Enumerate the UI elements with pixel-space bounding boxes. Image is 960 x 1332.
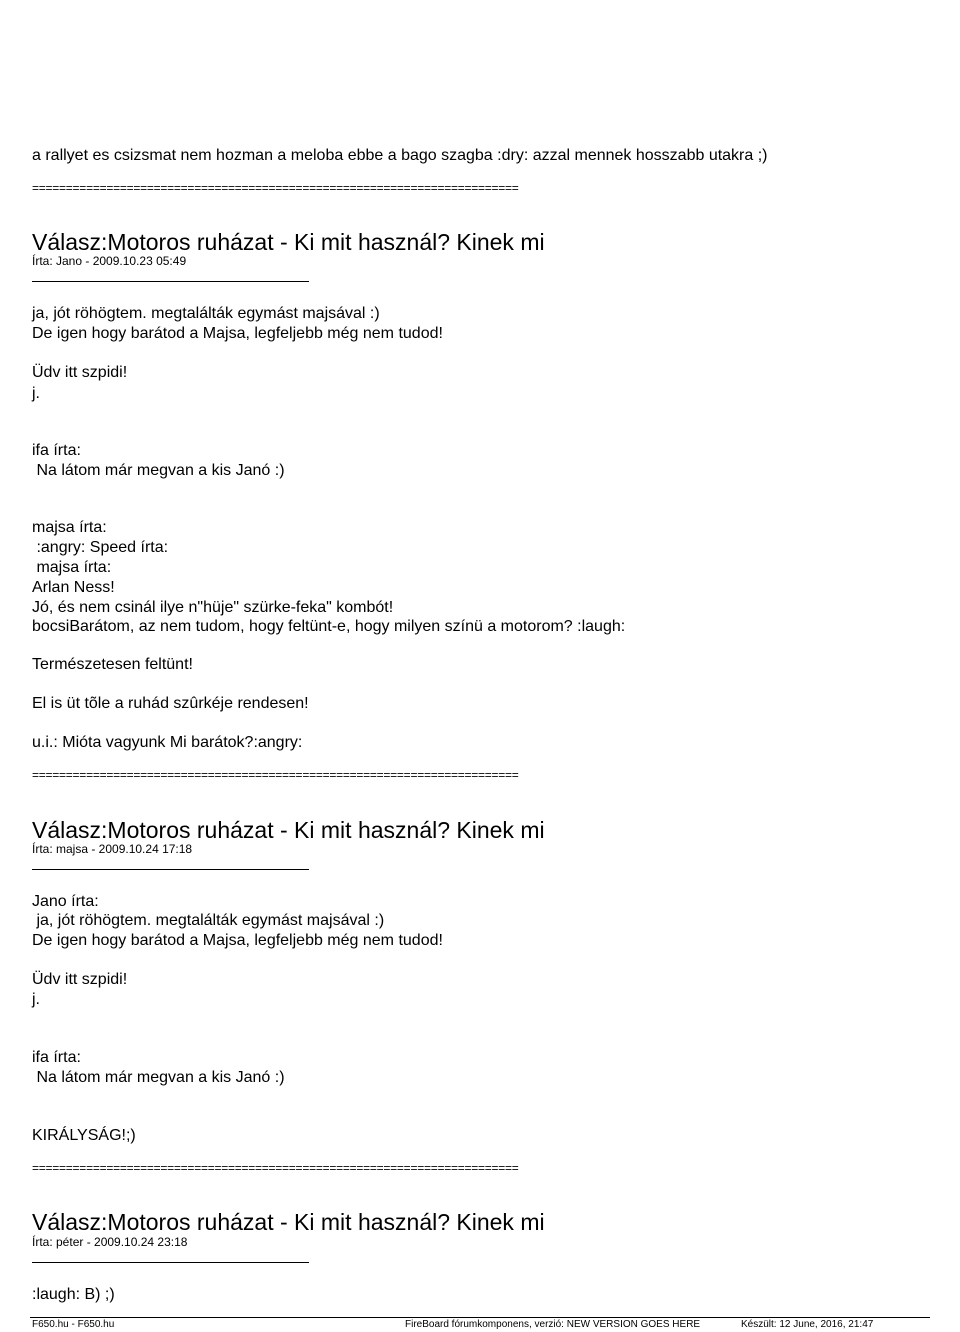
post-line: :laugh: B) ;) — [32, 1286, 115, 1303]
quote-author: ifa írta: — [32, 442, 81, 459]
quote-author: majsa írta: — [32, 519, 107, 536]
separator: ======================================================================== — [32, 768, 519, 782]
post-line: u.i.: Mióta vagyunk Mi barátok?:angry: — [32, 734, 303, 751]
quote-text: Na látom már megvan a kis Janó :) — [32, 1069, 285, 1086]
footer-generated: Készült: 12 June, 2016, 21:47 — [741, 1319, 874, 1330]
quote-author: ifa írta: — [32, 1049, 81, 1066]
post-line: KIRÁLYSÁG!;) — [32, 1127, 136, 1144]
separator: ======================================================================== — [32, 181, 519, 195]
post-line: Jó, és nem csinál ilye n"hüje" szürke-feka" kombót! — [32, 599, 394, 616]
intro-text: a rallyet es csizsmat nem hozman a meloba ebbe a bago szagba :dry: azzal mennek hosszabb utakra ;) — [32, 147, 768, 164]
quote-text: :angry: Speed írta: — [32, 539, 169, 556]
post-title: Válasz:Motoros ruházat - Ki mit használ? Kinek mi — [32, 817, 545, 843]
quote-author: Jano írta: — [32, 893, 99, 910]
post-line: j. — [32, 385, 40, 402]
post-title: Válasz:Motoros ruházat - Ki mit használ? Kinek mi — [32, 229, 545, 255]
post-title: Válasz:Motoros ruházat - Ki mit használ? Kinek mi — [32, 1209, 545, 1235]
post-line: Üdv itt szpidi! — [32, 364, 128, 381]
post-line: j. — [32, 991, 40, 1008]
post-divider — [32, 281, 309, 282]
post-line: El is üt tõle a ruhád szûrkéje rendesen! — [32, 695, 309, 712]
post-line: Arlan Ness! — [32, 579, 115, 596]
post-divider — [32, 1262, 309, 1263]
post-meta: Írta: Jano - 2009.10.23 05:49 — [32, 254, 187, 268]
post-line: ja, jót röhögtem. megtalálták egymást majsával :) — [32, 305, 380, 322]
quote-author: majsa írta: — [32, 559, 112, 576]
post-line: Üdv itt szpidi! — [32, 971, 128, 988]
footer-site: F650.hu - F650.hu — [32, 1319, 115, 1330]
quote-text: ja, jót röhögtem. megtalálták egymást majsával :) — [32, 912, 385, 929]
separator: ======================================================================== — [32, 1161, 519, 1175]
post-line: De igen hogy barátod a Majsa, legfeljebb még nem tudod! — [32, 325, 443, 342]
post-line: De igen hogy barátod a Majsa, legfeljebb még nem tudod! — [32, 932, 443, 949]
footer-component: FireBoard fórumkomponens, verzió: NEW VERSION GOES HERE — [405, 1319, 701, 1330]
post-meta: Írta: majsa - 2009.10.24 17:18 — [32, 842, 193, 856]
quote-text: Na látom már megvan a kis Janó :) — [32, 462, 285, 479]
post-divider — [32, 869, 309, 870]
post-line: bocsiBarátom, az nem tudom, hogy feltünt-e, hogy milyen színü a motorom? :laugh: — [32, 618, 626, 635]
footer-divider — [30, 1317, 930, 1318]
post-line: Természetesen feltünt! — [32, 656, 193, 673]
post-meta: Írta: péter - 2009.10.24 23:18 — [32, 1235, 188, 1249]
